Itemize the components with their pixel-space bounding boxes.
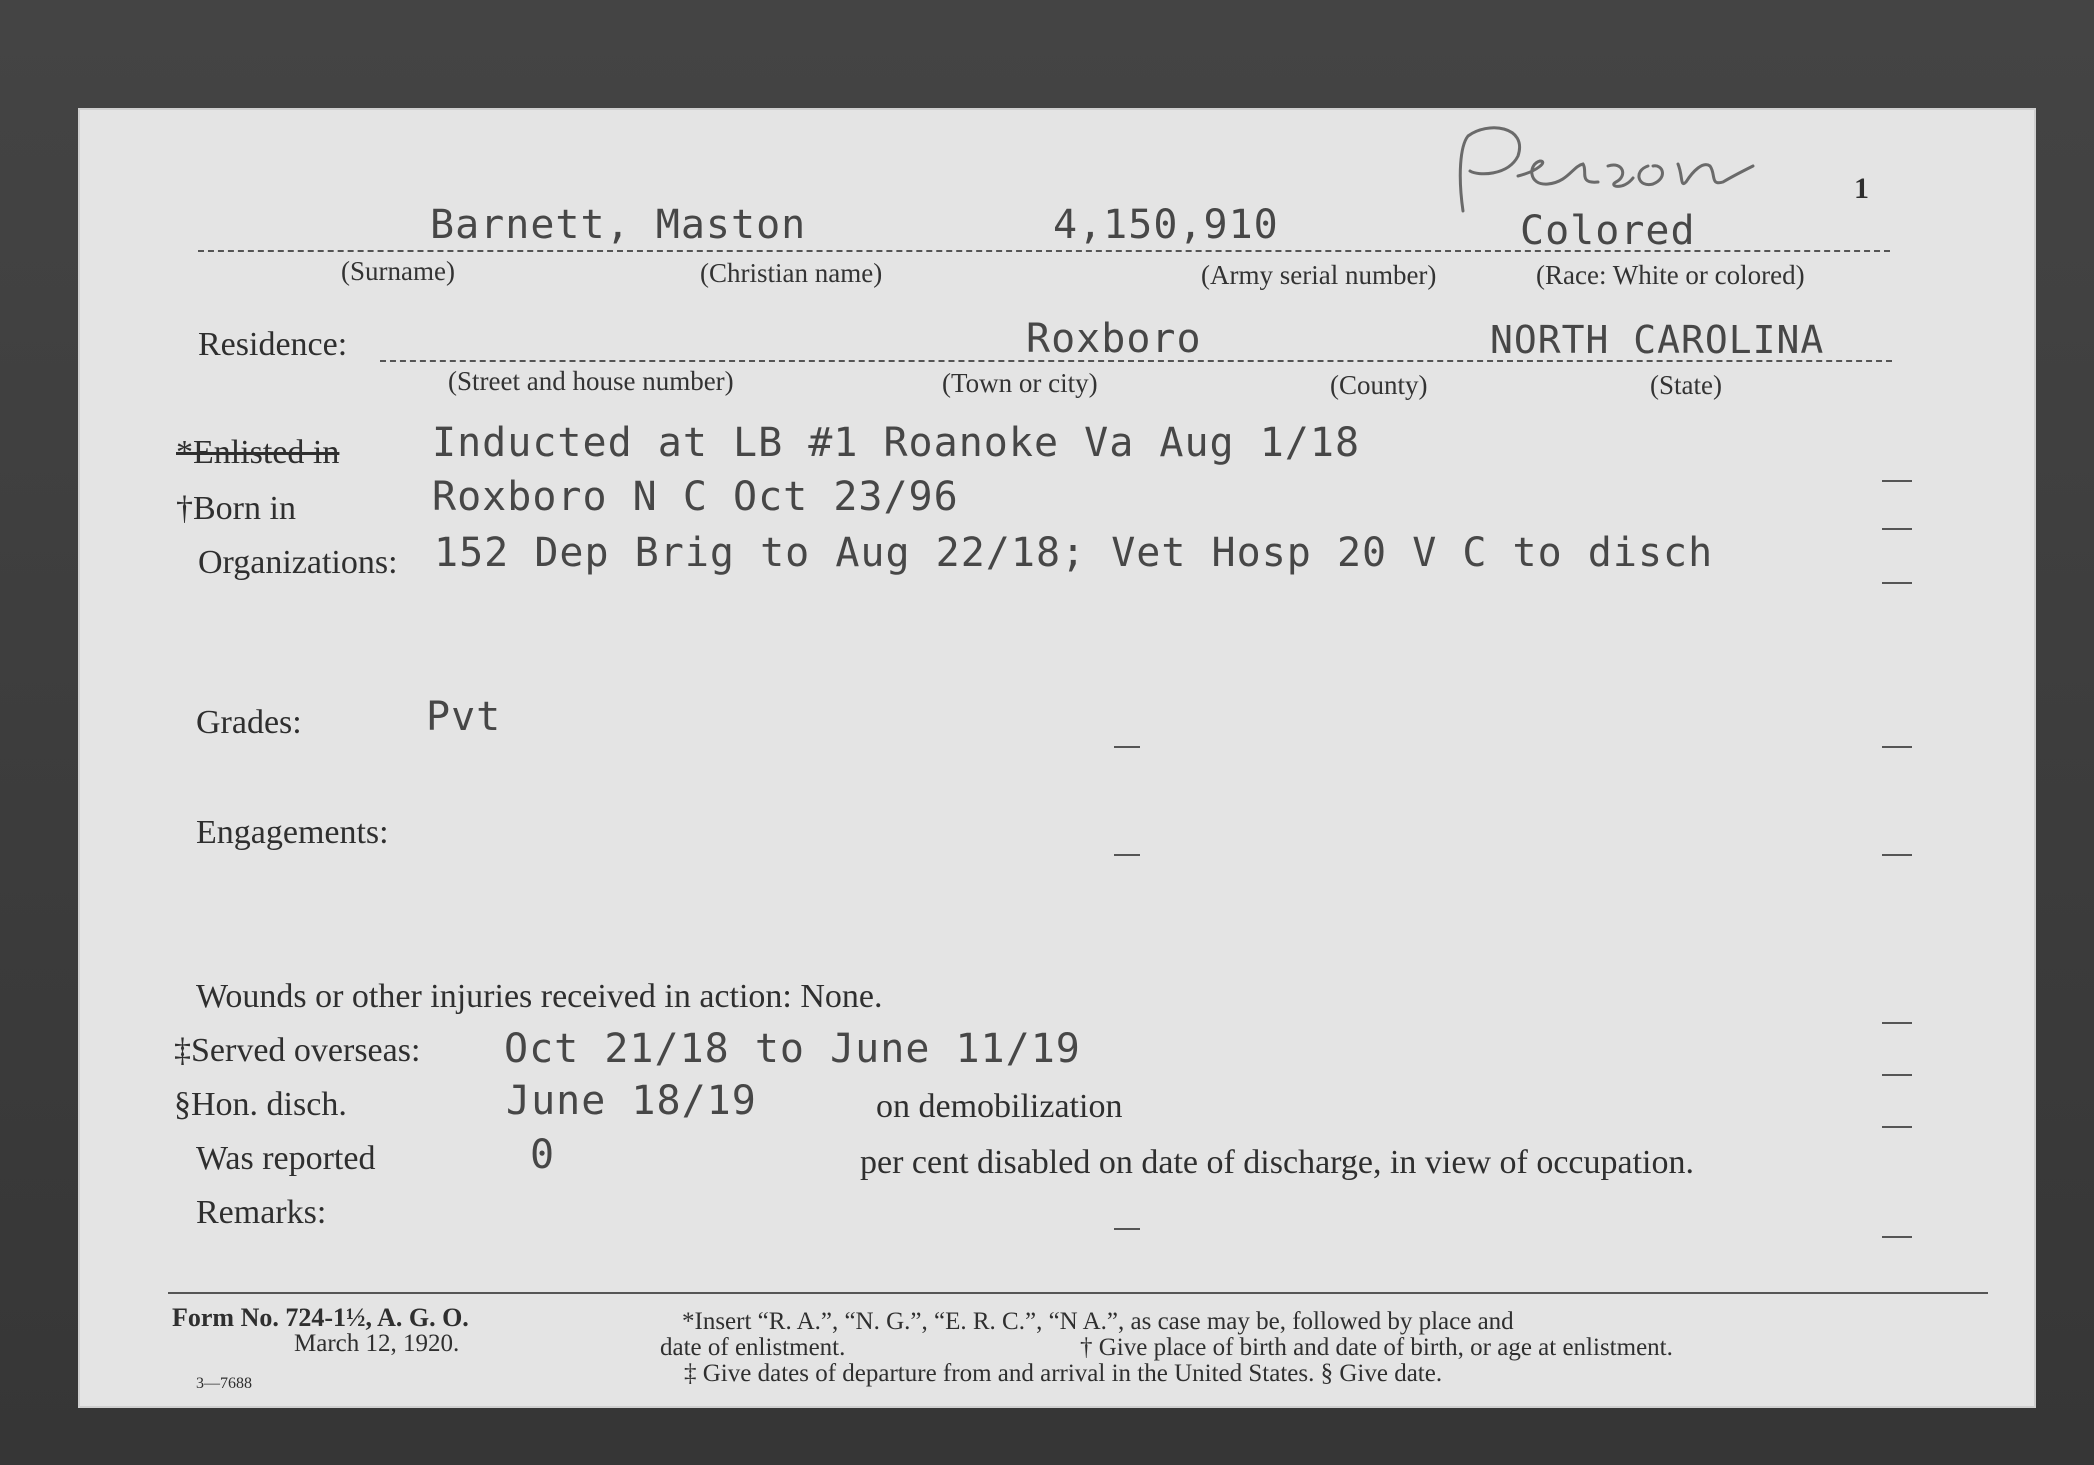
corner-mark: 1: [1854, 172, 1869, 205]
grades-value: Pvt: [426, 694, 502, 740]
residence-state: NORTH CAROLINA: [1490, 318, 1825, 362]
margin-mark: [1882, 528, 1912, 530]
remarks-label: Remarks:: [196, 1194, 327, 1231]
reported-value: 0: [530, 1132, 556, 1178]
form-date: March 12, 1920.: [294, 1330, 460, 1357]
footer-rule: [168, 1292, 1988, 1294]
center-mark: [1114, 1228, 1140, 1230]
record-card: [78, 108, 2036, 1408]
overseas-value: Oct 21/18 to June 11/19: [504, 1026, 1081, 1072]
discharge-label: §Hon. disch.: [174, 1086, 347, 1123]
engagements-label: Engagements:: [196, 814, 389, 851]
overseas-label: ‡Served overseas:: [174, 1032, 421, 1069]
margin-mark: [1882, 746, 1912, 748]
serial-caption: (Army serial number): [1201, 260, 1437, 290]
margin-mark: [1882, 1126, 1912, 1128]
reported-note: per cent disabled on date of discharge, in view of occupation.: [860, 1144, 1694, 1181]
form-number: Form No. 724-1½, A. G. O.: [172, 1303, 469, 1332]
residence-rule: [380, 360, 1892, 362]
name-rule: [198, 250, 1890, 252]
town-caption: (Town or city): [942, 368, 1098, 398]
born-value: Roxboro N C Oct 23/96: [432, 474, 959, 520]
race-caption: (Race: White or colored): [1536, 260, 1805, 290]
wounds-text: Wounds or other injuries received in action: None.: [196, 978, 883, 1015]
discharge-note: on demobilization: [876, 1088, 1123, 1125]
residence-label: Residence:: [198, 326, 348, 363]
grades-label: Grades:: [196, 704, 302, 741]
county-caption: (County): [1330, 370, 1428, 400]
street-caption: (Street and house number): [448, 366, 734, 396]
christian-name-caption: (Christian name): [700, 258, 883, 288]
enlisted-value: Inducted at LB #1 Roanoke Va Aug 1/18: [432, 420, 1361, 466]
footer-note-2a: date of enlistment.: [660, 1334, 846, 1361]
organizations-label: Organizations:: [198, 544, 398, 581]
margin-mark: [1882, 1022, 1912, 1024]
margin-mark: [1882, 1236, 1912, 1238]
residence-town: Roxboro: [1026, 316, 1202, 362]
form-code: 3—7688: [196, 1375, 252, 1392]
footer-note-1: *Insert “R. A.”, “N. G.”, “E. R. C.”, “N A.”, as case may be, followed by place and: [682, 1308, 1514, 1335]
footer-note-3: ‡ Give dates of departure from and arrival in the United States. § Give date.: [684, 1360, 1443, 1387]
enlisted-label: *Enlisted in: [176, 434, 340, 471]
surname-caption: (Surname): [341, 256, 455, 286]
surname-christian-name: Barnett, Maston: [430, 202, 807, 248]
discharge-value: June 18/19: [506, 1078, 757, 1124]
margin-mark: [1882, 854, 1912, 856]
center-mark: [1114, 746, 1140, 748]
center-mark: [1114, 854, 1140, 856]
race-value: Colored: [1520, 208, 1696, 254]
margin-mark: [1882, 582, 1912, 584]
state-caption: (State): [1650, 370, 1722, 400]
reported-label: Was reported: [196, 1140, 376, 1177]
margin-mark: [1882, 480, 1912, 482]
organizations-value: 152 Dep Brig to Aug 22/18; Vet Hosp 20 V C to disch: [434, 530, 1714, 576]
army-serial-number: 4,150,910: [1053, 202, 1279, 248]
margin-mark: [1882, 1074, 1912, 1076]
born-label: †Born in: [176, 490, 296, 527]
footer-note-2b: † Give place of birth and date of birth, or age at enlistment.: [1080, 1334, 1673, 1361]
